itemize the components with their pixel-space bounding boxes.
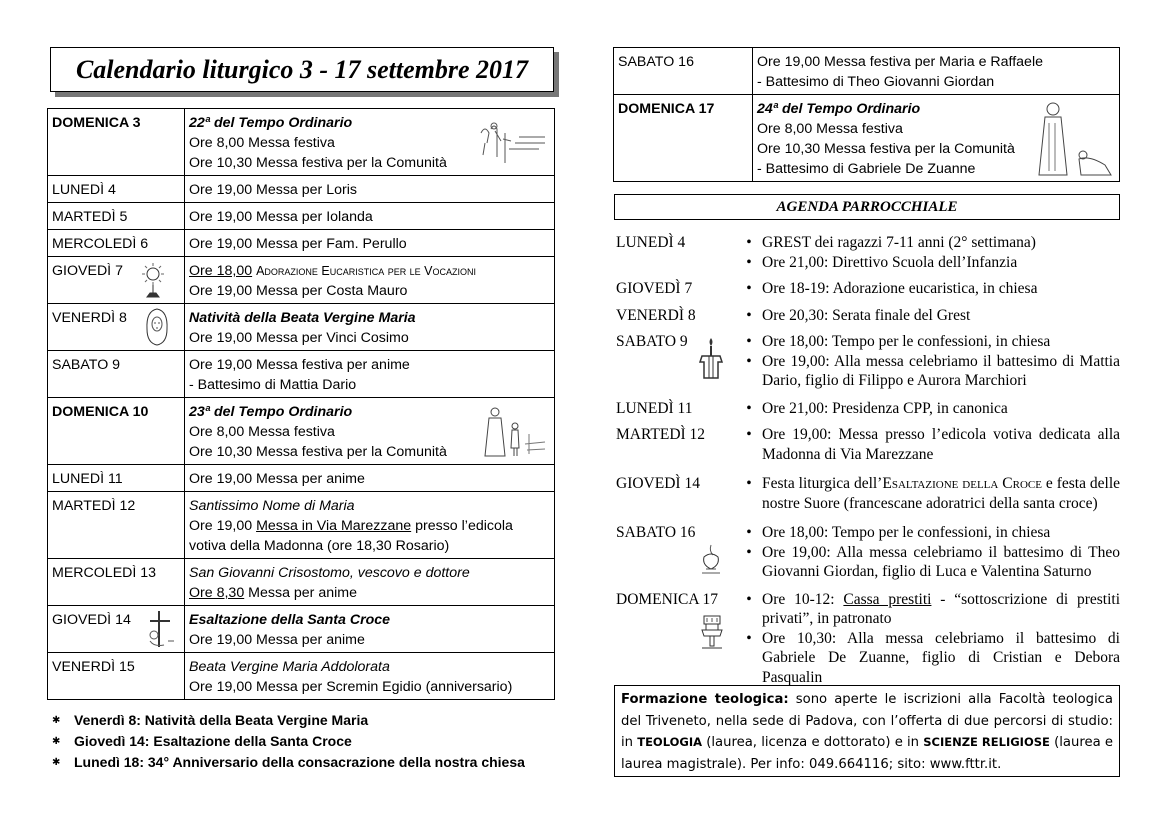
day-cell: [48, 257, 185, 304]
agenda-item: • Ore 18-19: Adorazione eucaristica, in chiesa: [736, 279, 1120, 299]
desc-cell: [185, 351, 555, 398]
mass-line: Ore 10,30 Messa festiva per la Comunità: [189, 155, 447, 171]
bullet-icon: •: [746, 333, 752, 350]
page-title: Calendario liturgico 3 - 17 settembre 2017: [50, 47, 554, 92]
cross-icon: [144, 609, 180, 649]
feast-title: Natività della Beata Vergine Maria: [189, 310, 416, 326]
day-label: GIOVEDÌ 7: [52, 263, 123, 279]
asterisk-icon: ✱: [52, 757, 61, 768]
agenda-item: • Ore 19,00: Alla messa celebriamo il battesimo di Mattia Dario, figlio di Filippo e Aurora Marchiori: [736, 352, 1120, 391]
liturgical-title: 24ª del Tempo Ordinario: [757, 101, 921, 117]
day-cell: SABATO 9: [48, 351, 185, 398]
term-scienze-religiose: SCIENZE RELIGIOSE: [923, 735, 1050, 749]
mass-line: Ore 19,00 Messa per anime: [189, 632, 365, 648]
mass-line: Ore 19,00 Messa festiva per anime: [189, 357, 410, 373]
agenda-item: • Ore 21,00: Presidenza CPP, in canonica: [736, 399, 1120, 419]
info-label: Formazione teologica:: [621, 692, 789, 707]
bullet-icon: •: [746, 543, 752, 561]
day-cell: [48, 606, 185, 653]
agenda-day: VENERDÌ 8: [616, 306, 696, 324]
gospel-scene-illustration: [475, 119, 547, 165]
time-underlined: Ore 8,30: [189, 585, 245, 601]
desc-cell: Ore 19,00 Messa per anime: [185, 465, 555, 492]
feast-name-smallcaps: Esaltazione della Croce: [882, 475, 1042, 492]
desc-cell: Ore 19,00 Messa per Loris: [185, 176, 555, 203]
day-cell: [48, 304, 185, 351]
day-cell: MERCOLEDÌ 6: [48, 230, 185, 257]
highlight-item: ✱ Giovedì 14: Esaltazione della Santa Croce: [52, 731, 525, 752]
agenda-item: • Ore 18,00: Tempo per le confessioni, in chiesa: [736, 523, 1120, 543]
feast-title: Santissimo Nome di Maria: [189, 498, 355, 514]
cassa-prestiti-underlined: Cassa prestiti: [843, 590, 932, 608]
agenda-day: LUNEDÌ 4: [616, 234, 686, 251]
highlight-item: ✱ Lunedì 18: 34° Anniversario della consacrazione della nostra chiesa: [52, 752, 525, 773]
calendar-row: [48, 109, 555, 176]
day-cell: LUNEDÌ 11: [48, 465, 185, 492]
day-cell: DOMENICA 17: [614, 95, 753, 182]
church-font-icon: [696, 612, 728, 650]
desc-cell: [185, 492, 555, 559]
agenda-item: • Ore 21,00: Direttivo Scuola dell’Infanzia: [736, 253, 1120, 273]
agenda-row: [616, 474, 1120, 513]
desc-cell: [185, 653, 555, 700]
agenda-list: [616, 233, 1120, 687]
mass-line: Ore 19,00 Messa festiva per Maria e Raffaele: [757, 54, 1043, 70]
day-cell: DOMENICA 10: [48, 398, 185, 465]
calendar-row: [48, 203, 555, 230]
liturgical-title: 22ª del Tempo Ordinario: [189, 115, 353, 131]
asterisk-icon: ✱: [52, 736, 61, 747]
feast-title: San Giovanni Crisostomo, vescovo e dottore: [189, 565, 470, 581]
mass-line: Ore 10,30 Messa festiva per la Comunità: [189, 444, 447, 460]
feast-title: Esaltazione della Santa Croce: [189, 612, 391, 628]
agenda-row: [616, 523, 1120, 582]
agenda-row: [616, 233, 1120, 272]
agenda-item: • Ore 19,00: Messa presso l’edicola votiva dedicata alla Madonna di Via Marezzane: [736, 425, 1120, 464]
highlight-item: ✱ Venerdì 8: Natività della Beata Vergine Maria: [52, 710, 525, 731]
mass-line: Ore 19,00 Messa per Scremin Egidio (anniversario): [189, 679, 513, 695]
day-cell: MARTEDÌ 12: [48, 492, 185, 559]
bullet-icon: •: [746, 234, 752, 251]
agenda-item: • Ore 20,30: Serata finale del Grest: [736, 306, 1120, 326]
desc-cell: Ore 19,00 Messa per Fam. Perullo: [185, 230, 555, 257]
mass-note: presso l’edicola votiva della Madonna (ore 18,30 Rosario): [189, 518, 513, 554]
desc-cell: [185, 398, 555, 465]
asterisk-icon: ✱: [52, 715, 61, 726]
calendar-row: [48, 492, 555, 559]
mass-line: Ore 8,00 Messa festiva: [189, 135, 335, 151]
mass-line: Ore 19,00 Messa per Vinci Cosimo: [189, 330, 409, 346]
agenda-item: • Ore 10-12: Cassa prestiti - “sottoscrizione di prestiti privati”, in patronato: [736, 590, 1120, 629]
day-cell: DOMENICA 3: [48, 109, 185, 176]
calendar-row: [48, 398, 555, 465]
mass-line: Ore 8,00 Messa festiva: [189, 424, 335, 440]
bullet-icon: •: [746, 352, 752, 370]
bullet-icon: •: [746, 524, 752, 541]
time-text: Ore 19,00: [189, 518, 253, 534]
agenda-item: • Ore 19,00: Alla messa celebriamo il battesimo di Theo Giovanni Giordan, figlio di Luca e Valentina Saturno: [736, 543, 1120, 582]
agenda-row: [616, 306, 1120, 326]
day-label: GIOVEDÌ 14: [52, 612, 131, 628]
agenda-day: GIOVEDÌ 7: [616, 280, 693, 297]
feast-title: Beata Vergine Maria Addolorata: [189, 659, 390, 675]
calendar-row: [48, 257, 555, 304]
calendar-table-left: [47, 108, 555, 700]
agenda-item: • Ore 10,30: Alla messa celebriamo il battesimo di Gabriele De Zuanne, figlio di Cristian e Debora Pasqualin: [736, 629, 1120, 688]
agenda-day: LUNEDÌ 11: [616, 399, 693, 417]
desc-cell: [185, 559, 555, 606]
bullet-icon: •: [746, 629, 752, 647]
agenda-item: • Festa liturgica dell’Esaltazione della Croce e festa delle nostre Suore (francescane adoratrici della santa croce): [736, 474, 1120, 513]
agenda-day: DOMENICA 17: [616, 590, 736, 688]
agenda-row: [616, 399, 1120, 419]
agenda-day: SABATO 9: [616, 332, 736, 391]
madonna-icon: [144, 307, 170, 347]
desc-cell: [185, 304, 555, 351]
baptism-line: - Battesimo di Gabriele De Zuanne: [757, 161, 976, 177]
agenda-day: GIOVEDÌ 14: [616, 475, 700, 492]
calendar-row: [48, 465, 555, 492]
day-cell: VENERDÌ 15: [48, 653, 185, 700]
mass-line: Messa per anime: [248, 585, 357, 601]
day-label: VENERDÌ 8: [52, 310, 127, 326]
calendar-row: [48, 304, 555, 351]
baptism-candle-icon: [698, 336, 724, 380]
highlights-list: [52, 710, 525, 773]
day-cell: SABATO 16: [614, 48, 753, 95]
agenda-item: • Ore 18,00: Tempo per le confessioni, in chiesa: [736, 332, 1120, 352]
desc-cell: Ore 19,00 Messa per Iolanda: [185, 203, 555, 230]
liturgical-title: 23ª del Tempo Ordinario: [189, 404, 353, 420]
desc-cell: [185, 109, 555, 176]
day-cell: MERCOLEDÌ 13: [48, 559, 185, 606]
calendar-row: [48, 351, 555, 398]
calendar-row: [614, 48, 1120, 95]
desc-cell: [753, 95, 1120, 182]
adoration-label: Adorazione Eucaristica per le Vocazioni: [256, 264, 476, 278]
agenda-title: AGENDA PARROCCHIALE: [614, 194, 1120, 220]
agenda-day: MARTEDÌ 12: [616, 426, 706, 443]
term-teologia: TEOLOGIA: [637, 735, 703, 749]
agenda-item: • GREST dei ragazzi 7-11 anni (2° settimana): [736, 233, 1120, 253]
calendar-row: [614, 95, 1120, 182]
day-cell: MARTEDÌ 5: [48, 203, 185, 230]
agenda-row: [616, 425, 1120, 464]
agenda-day: SABATO 16: [616, 523, 736, 582]
agenda-row: [616, 590, 1120, 688]
day-cell: LUNEDÌ 4: [48, 176, 185, 203]
baptism-line: - Battesimo di Theo Giovanni Giordan: [757, 74, 995, 90]
bullet-icon: •: [746, 590, 752, 608]
agenda-row: [616, 332, 1120, 391]
baptismal-shell-icon: [698, 543, 724, 577]
servant-illustration: [1035, 99, 1117, 179]
calendar-row: [48, 230, 555, 257]
bullet-icon: •: [746, 306, 752, 324]
calendar-row: [48, 606, 555, 653]
monstrance-icon: [138, 261, 168, 299]
desc-cell: [753, 48, 1120, 95]
desc-cell: [185, 606, 555, 653]
jesus-and-child-illustration: [481, 404, 547, 460]
calendar-row: [48, 653, 555, 700]
bullet-icon: •: [746, 426, 752, 443]
mass-line: Ore 10,30 Messa festiva per la Comunità: [757, 141, 1015, 157]
time-underlined: Ore 18,00: [189, 263, 253, 279]
desc-cell: [185, 257, 555, 304]
bullet-icon: •: [746, 253, 752, 271]
mass-line: Ore 19,00 Messa per Costa Mauro: [189, 283, 408, 299]
agenda-row: [616, 279, 1120, 299]
baptism-line: - Battesimo di Mattia Dario: [189, 377, 357, 393]
place-underlined: Messa in Via Marezzane: [256, 518, 412, 534]
bullet-icon: •: [746, 280, 752, 297]
theology-info-box: Formazione teologica: sono aperte le iscrizioni alla Facoltà teologica del Triveneto, nella sede di Padova, con l’offerta di due percorsi di studio: in TEOLOGIA (laurea, licenza e dottorato) e in SCIENZE RELIGIOSE (laurea e laurea magistrale). Per info: 049.664116; sito: www.fttr.it.: [614, 685, 1120, 777]
calendar-table-right: [613, 47, 1120, 182]
bullet-icon: •: [746, 475, 752, 492]
calendar-row: [48, 559, 555, 606]
mass-line: Ore 8,00 Messa festiva: [757, 121, 903, 137]
calendar-row: [48, 176, 555, 203]
bullet-icon: •: [746, 399, 752, 417]
